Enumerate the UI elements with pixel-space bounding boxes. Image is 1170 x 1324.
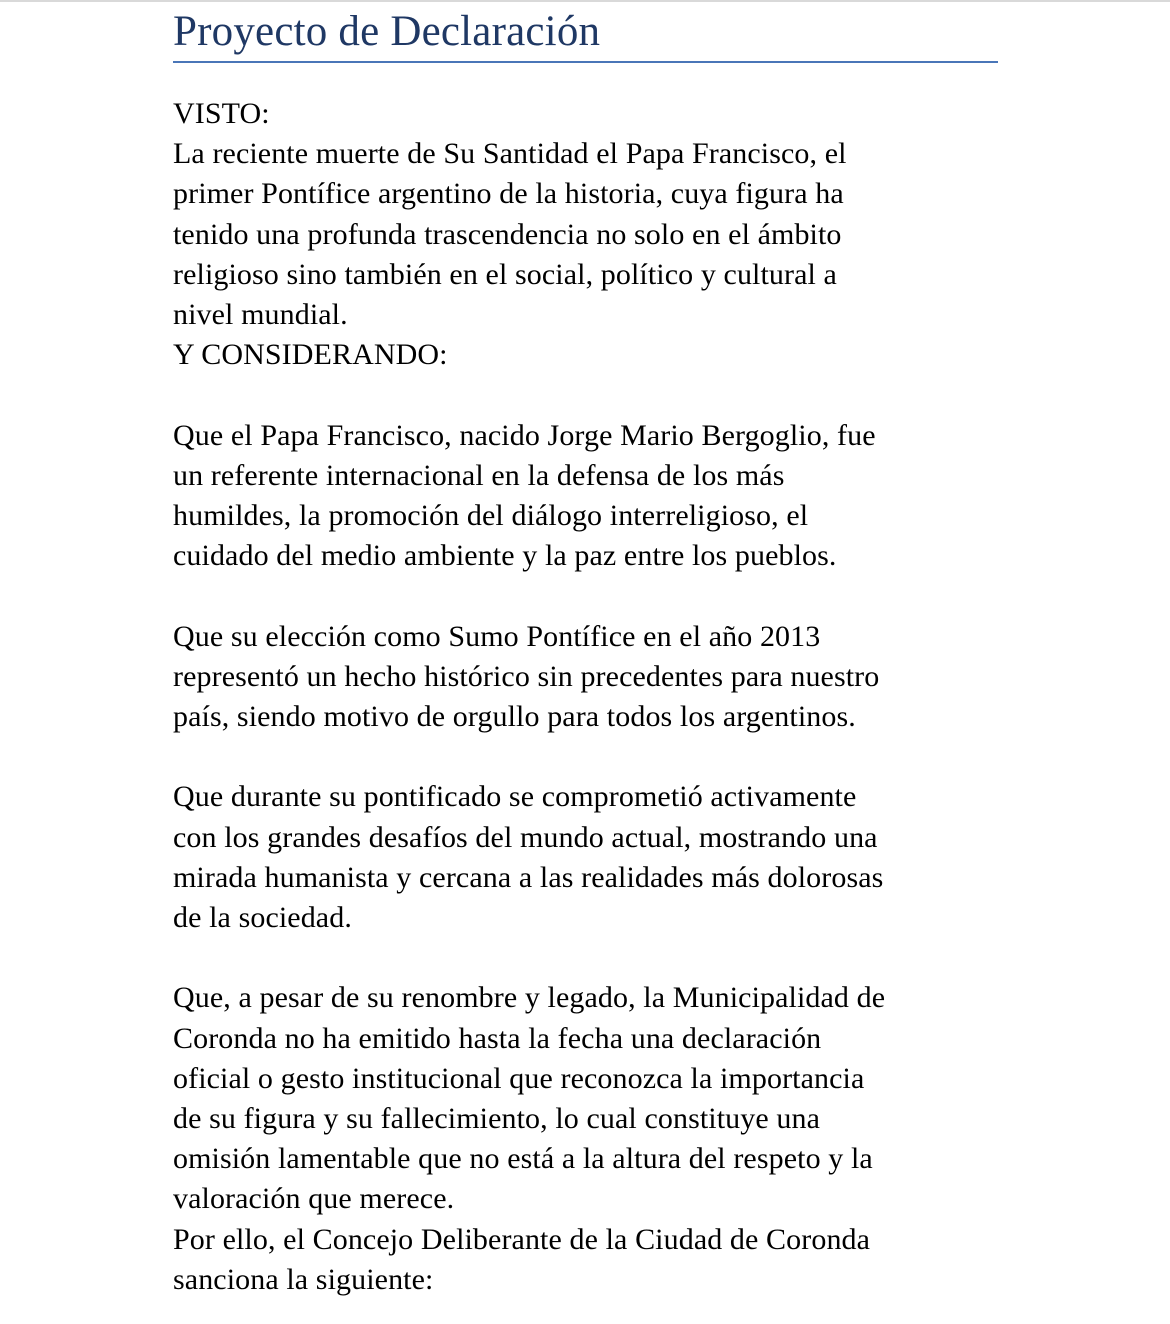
considerando-1-line: un referente internacional en la defensa de los más xyxy=(173,458,785,492)
considerando-2-line: Que su elección como Sumo Pontífice en el año 2013 xyxy=(173,619,821,653)
visto-text-line: religioso sino también en el social, político y cultural a xyxy=(173,257,837,291)
considerando-3-line: con los grandes desafíos del mundo actual, mostrando una xyxy=(173,820,878,854)
considerando-4-line: omisión lamentable que no está a la altura del respeto y la xyxy=(173,1142,873,1176)
visto-text-line: primer Pontífice argentino de la historia, cuya figura ha xyxy=(173,177,844,211)
considerando-1-line: cuidado del medio ambiente y la paz entre los pueblos. xyxy=(173,539,837,573)
visto-text-line: La reciente muerte de Su Santidad el Papa Francisco, el xyxy=(173,137,847,171)
document-body xyxy=(173,94,998,1300)
visto-text-line: tenido una profunda trascendencia no solo en el ámbito xyxy=(173,217,842,251)
blank-line xyxy=(173,375,998,415)
considerando-3-line: Que durante su pontificado se comprometió activamente xyxy=(173,780,857,814)
document-page xyxy=(173,0,998,1324)
blank-line xyxy=(173,576,998,616)
considerando-4-line: Que, a pesar de su renombre y legado, la Municipalidad de xyxy=(173,981,886,1015)
closing-line: sanciona la siguiente: xyxy=(173,1262,434,1296)
considerando-2-line: representó un hecho histórico sin precedentes para nuestro xyxy=(173,659,880,693)
title-underline xyxy=(173,61,998,63)
heading-considerando: Y CONSIDERANDO: xyxy=(173,338,448,372)
considerando-2-line: país, siendo motivo de orgullo para todos los argentinos. xyxy=(173,700,856,734)
closing-line: Por ello, el Concejo Deliberante de la Ciudad de Coronda xyxy=(173,1222,871,1256)
considerando-4-line: de su figura y su fallecimiento, lo cual constituye una xyxy=(173,1102,820,1136)
considerando-3-line: de la sociedad. xyxy=(173,901,352,935)
considerando-4-line: valoración que merece. xyxy=(173,1182,455,1216)
considerando-1-line: Que el Papa Francisco, nacido Jorge Mario Bergoglio, fue xyxy=(173,418,876,452)
blank-line xyxy=(173,938,998,978)
visto-text-line: nivel mundial. xyxy=(173,298,348,332)
blank-line xyxy=(173,737,998,777)
considerando-3-line: mirada humanista y cercana a las realidades más dolorosas xyxy=(173,860,884,894)
considerando-4-line: oficial o gesto institucional que reconozca la importancia xyxy=(173,1061,865,1095)
considerando-4-line: Coronda no ha emitido hasta la fecha una declaración xyxy=(173,1021,822,1055)
document-title: Proyecto de Declaración xyxy=(173,8,601,55)
considerando-1-line: humildes, la promoción del diálogo interreligioso, el xyxy=(173,499,809,533)
heading-visto: VISTO: xyxy=(173,97,270,130)
